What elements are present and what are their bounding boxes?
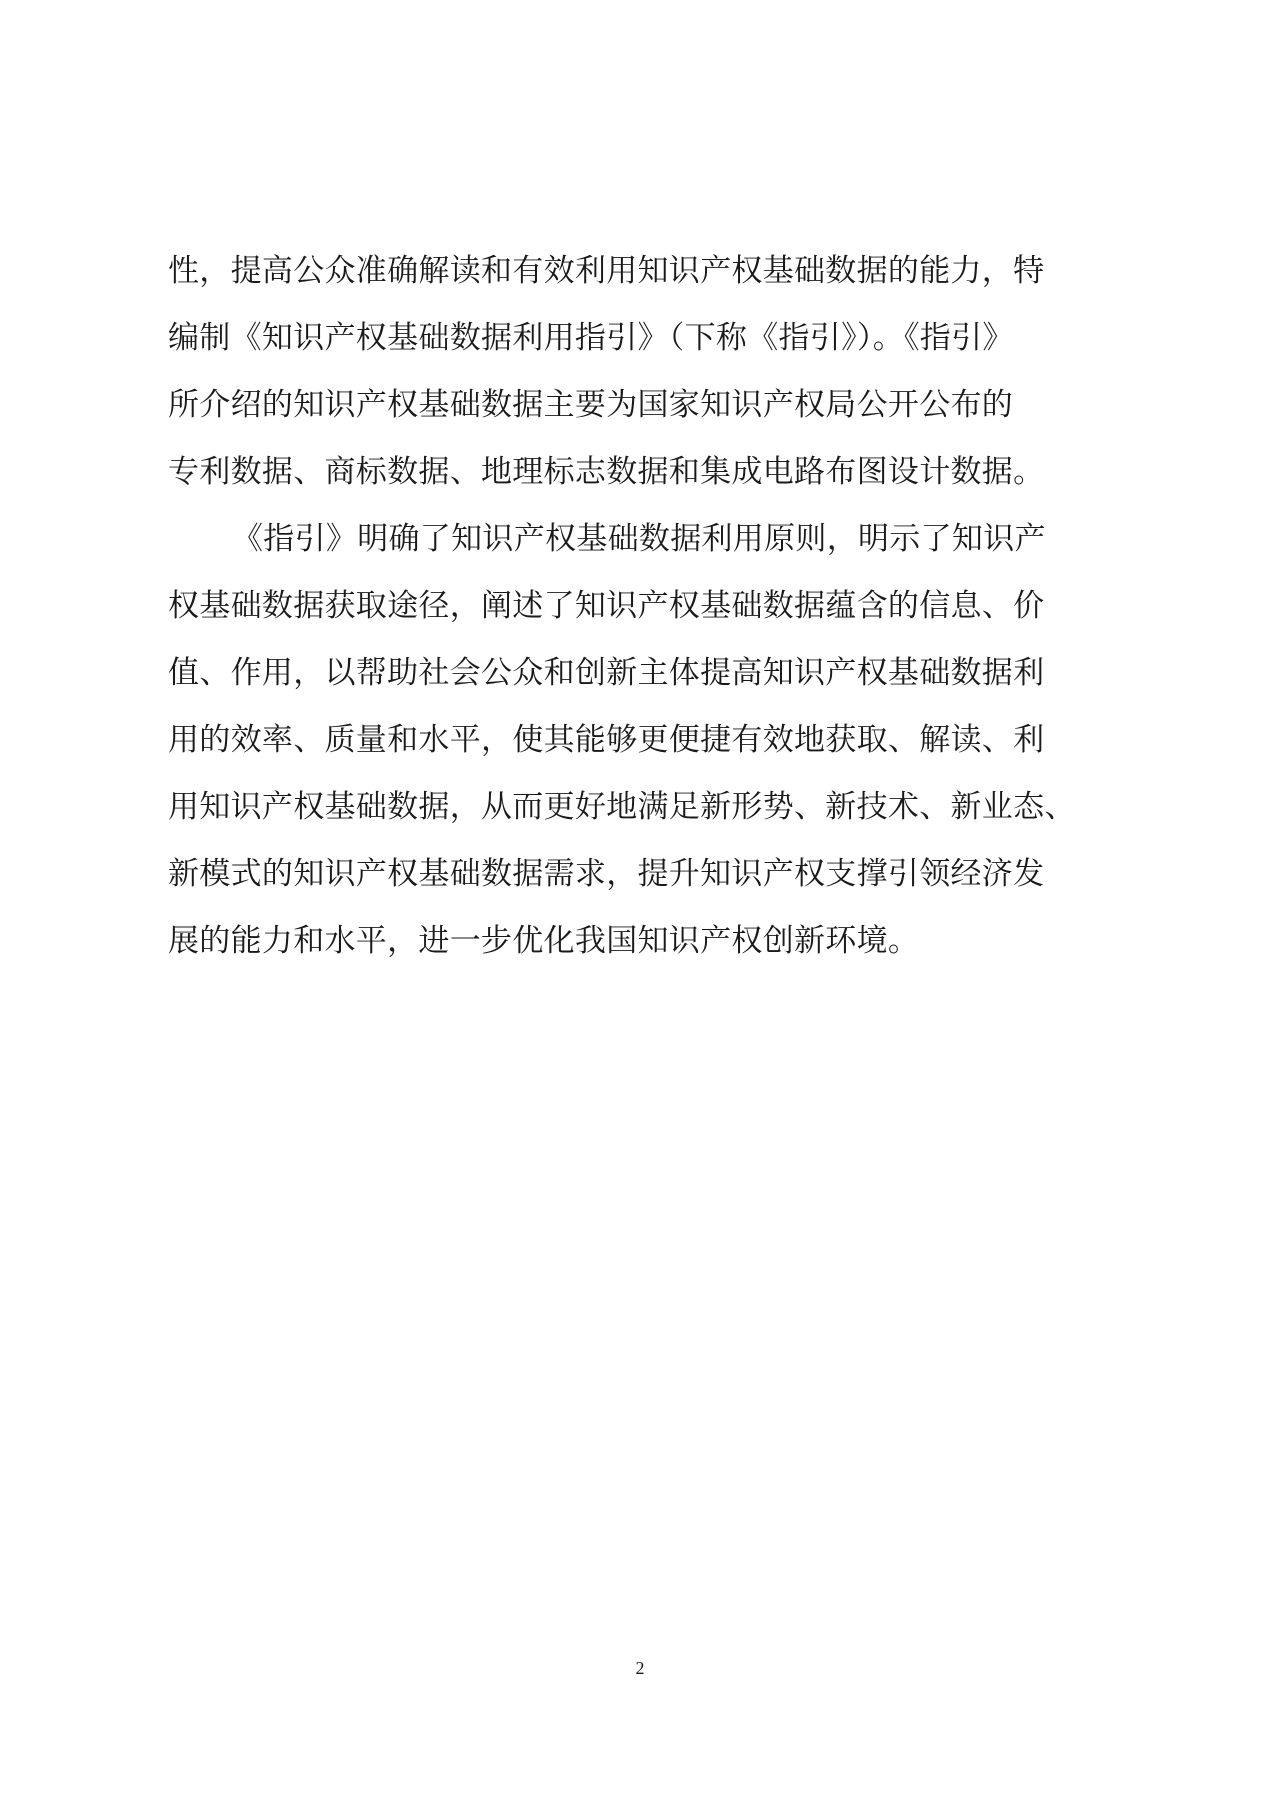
text-line: 展的能力和水平，进一步优化我国知识产权创新环境。 <box>168 923 920 959</box>
text-line: 新模式的知识产权基础数据需求，提升知识产权支撑引领经济发 <box>168 856 1045 892</box>
text-line: 用的效率、质量和水平，使其能够更便捷有效地获取、解读、利 <box>168 722 1045 758</box>
text-line: 权基础数据获取途径，阐述了知识产权基础数据蕴含的信息、价 <box>168 588 1045 624</box>
text-line: 性，提高公众准确解读和有效利用知识产权基础数据的能力，特 <box>168 253 1045 289</box>
page-number: 2 <box>635 1658 645 1678</box>
text-line: 专利数据、商标数据、地理标志数据和集成电路布图设计数据。 <box>168 454 1045 490</box>
text-line: 值、作用，以帮助社会公众和创新主体提高知识产权基础数据利 <box>168 655 1045 691</box>
text-line: 编制《知识产权基础数据利用指引》（下称《指引》）。《指引》 <box>168 320 1014 356</box>
body-text <box>168 238 1128 975</box>
text-line: 所介绍的知识产权基础数据主要为国家知识产权局公开公布的 <box>168 387 1014 423</box>
text-line: 用知识产权基础数据，从而更好地满足新形势、新技术、新业态、 <box>168 789 1076 825</box>
paragraph-first-line: 《指引》明确了知识产权基础数据利用原则，明示了知识产 <box>232 521 1046 557</box>
